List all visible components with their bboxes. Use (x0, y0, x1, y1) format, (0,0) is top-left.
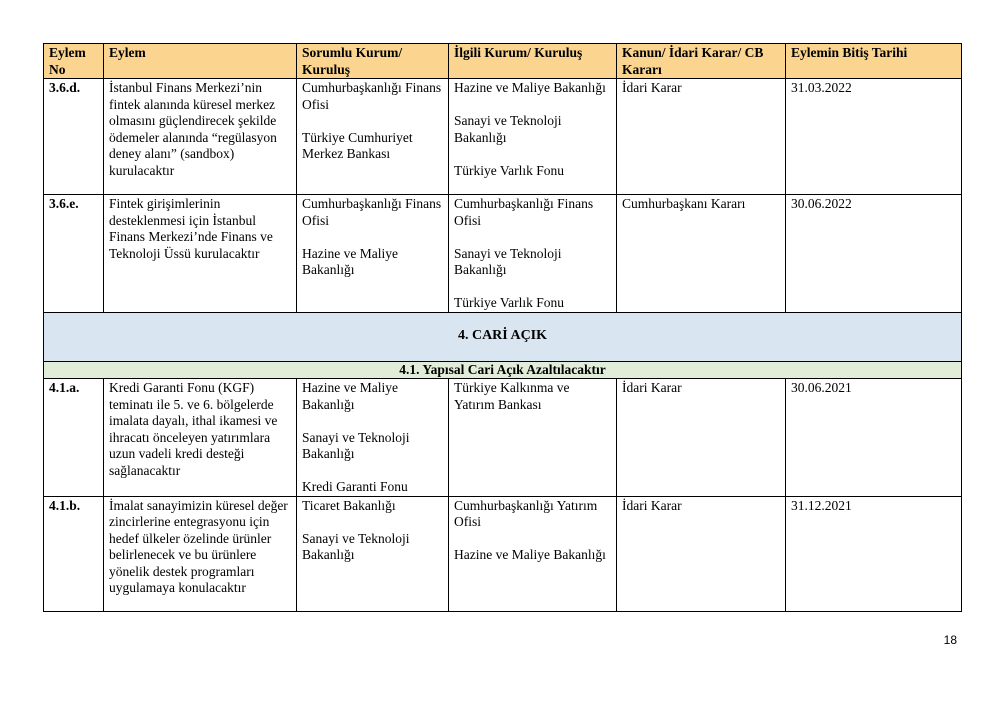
header-end-date: Eylemin Bitiş Tarihi (786, 44, 962, 79)
end-date: 31.03.2022 (786, 79, 962, 195)
related-cell (449, 195, 617, 313)
related-institution: Türkiye Varlık Fonu (454, 162, 564, 178)
action-plan-table (43, 43, 962, 612)
law-type: Cumhurbaşkanı Kararı (617, 195, 786, 313)
responsible-cell (297, 79, 449, 195)
page-number: 18 (943, 633, 957, 647)
action-no: 4.1.b. (44, 496, 104, 611)
related-institution: Hazine ve Maliye Bakanlığı (454, 547, 606, 562)
subsection-title: 4.1. Yapısal Cari Açık Azaltılacaktır (44, 361, 962, 379)
header-action: Eylem (104, 44, 297, 79)
table-header-row (44, 44, 962, 79)
action-text: İstanbul Finans Merkezi’nin fintek alanında küresel merkez olmasını güçlendirecek şekilde ödemeler alanında “regülasyon deney alanı” (sandbox) kurulacaktır (104, 79, 297, 195)
responsible-institution: Kredi Garanti Fonu (302, 479, 408, 494)
related-cell (449, 79, 617, 195)
table-row (44, 379, 962, 497)
end-date: 30.06.2022 (786, 195, 962, 313)
related-institution: Cumhurbaşkanlığı Yatırım Ofisi (454, 497, 598, 529)
law-type: İdari Karar (617, 379, 786, 497)
header-related: İlgili Kurum/ Kuruluş (449, 44, 617, 79)
subsection-row (44, 361, 962, 379)
responsible-institution: Sanayi ve Teknoloji Bakanlığı (302, 530, 410, 562)
responsible-institution: Cumhurbaşkanlığı Finans Ofisi (302, 80, 442, 112)
action-no: 3.6.e. (44, 195, 104, 313)
related-institution: Cumhurbaşkanlığı Finans Ofisi (454, 196, 594, 228)
table-row (44, 496, 962, 611)
action-text: Fintek girişimlerinin desteklenmesi için İstanbul Finans Merkezi’nde Finans ve Teknoloji Üssü kurulacaktır (104, 195, 297, 313)
related-institution: Sanayi ve Teknoloji Bakanlığı (454, 113, 562, 145)
related-institution: Sanayi ve Teknoloji Bakanlığı (454, 245, 562, 277)
action-no: 3.6.d. (44, 79, 104, 195)
responsible-institution: Hazine ve Maliye Bakanlığı (302, 380, 398, 412)
law-type: İdari Karar (617, 496, 786, 611)
header-action-no: Eylem No (44, 44, 104, 79)
section-title: 4. CARİ AÇIK (44, 312, 962, 361)
responsible-institution: Türkiye Cumhuriyet Merkez Bankası (302, 129, 413, 161)
header-law: Kanun/ İdari Karar/ CB Kararı (617, 44, 786, 79)
action-text: İmalat sanayimizin küresel değer zincirlerine entegrasyonu için hedef ülkeler özelinde ürünler belirlenecek ve bu ürünlere yönelik destek programları uygulamaya konulacaktır (104, 496, 297, 611)
responsible-cell (297, 379, 449, 497)
responsible-institution: Cumhurbaşkanlığı Finans Ofisi (302, 196, 442, 228)
table-row (44, 195, 962, 313)
related-cell (449, 496, 617, 611)
related-institution: Türkiye Kalkınma ve Yatırım Bankası (454, 380, 570, 412)
responsible-institution: Sanayi ve Teknoloji Bakanlığı (302, 429, 410, 461)
related-cell (449, 379, 617, 497)
end-date: 31.12.2021 (786, 496, 962, 611)
related-institution: Hazine ve Maliye Bakanlığı (454, 80, 606, 95)
responsible-cell (297, 496, 449, 611)
law-type: İdari Karar (617, 79, 786, 195)
related-institution: Türkiye Varlık Fonu (454, 295, 564, 310)
responsible-institution: Ticaret Bakanlığı (302, 497, 396, 513)
responsible-institution: Hazine ve Maliye Bakanlığı (302, 245, 398, 277)
section-row (44, 312, 962, 361)
action-text: Kredi Garanti Fonu (KGF) teminatı ile 5. ve 6. bölgelerde imalata dayalı, ithal ikamesi ve ihracatı önceleyen yatırımlara uzun vadeli kredi desteği sağlanacaktır (104, 379, 297, 497)
end-date: 30.06.2021 (786, 379, 962, 497)
table-row (44, 79, 962, 195)
header-responsible: Sorumlu Kurum/ Kuruluş (297, 44, 449, 79)
responsible-cell (297, 195, 449, 313)
action-no: 4.1.a. (44, 379, 104, 497)
